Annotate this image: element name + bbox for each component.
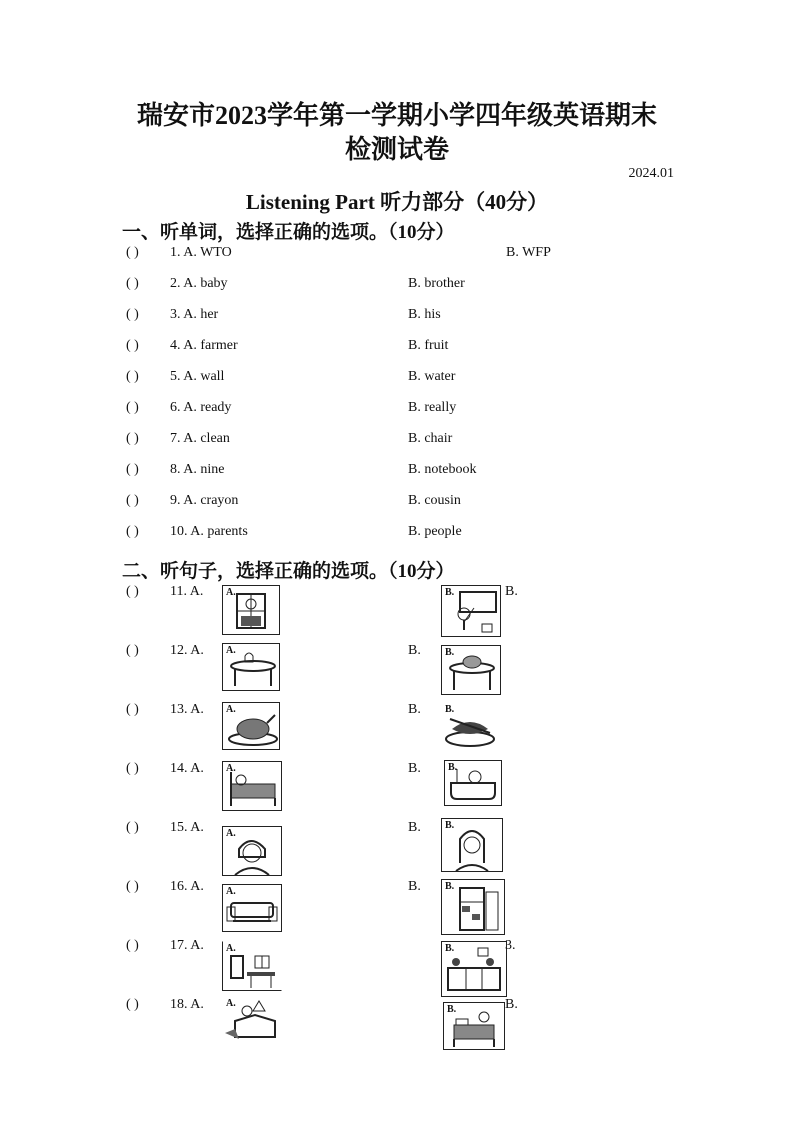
question-row <box>126 643 686 665</box>
option-b: B. people <box>408 524 462 539</box>
question-row <box>126 245 686 267</box>
classroom-window-icon[interactable]: A. <box>222 585 280 635</box>
question-row <box>126 462 686 484</box>
option-b: B. WFP <box>506 245 551 260</box>
answer-blank[interactable]: ( ) <box>126 369 139 384</box>
answer-blank[interactable]: ( ) <box>126 400 139 415</box>
answer-blank[interactable]: ( ) <box>126 307 139 322</box>
question-row <box>126 584 686 606</box>
answer-blank[interactable]: ( ) <box>126 997 139 1012</box>
question-row <box>126 997 686 1019</box>
page-title: 瑞安市2023学年第一学期小学四年级英语期末 <box>136 101 657 130</box>
answer-blank[interactable]: ( ) <box>126 643 139 658</box>
answer-blank[interactable]: ( ) <box>126 702 139 717</box>
answer-blank[interactable]: ( ) <box>126 338 139 353</box>
question-row <box>126 276 686 298</box>
kitchen-icon[interactable]: B. <box>441 941 507 997</box>
table-with-cake-icon[interactable]: B. <box>441 645 501 695</box>
option-b-label: 3. <box>505 938 516 953</box>
question-row <box>126 761 686 783</box>
question-row <box>126 938 686 960</box>
study-room-icon[interactable]: A. <box>222 941 282 991</box>
option-a: 8. A. nine <box>170 462 225 477</box>
answer-blank[interactable]: ( ) <box>126 524 139 539</box>
option-a: 17. A. <box>170 938 204 953</box>
option-b-label: B. <box>505 997 518 1012</box>
option-a: 3. A. her <box>170 307 219 322</box>
option-a: 11. A. <box>170 584 204 599</box>
question-row <box>126 338 686 360</box>
option-a: 12. A. <box>170 643 204 658</box>
answer-blank[interactable]: ( ) <box>126 879 139 894</box>
question-row <box>126 524 686 546</box>
answer-blank[interactable]: ( ) <box>126 462 139 477</box>
option-b: B. notebook <box>408 462 477 477</box>
sofa-icon[interactable]: A. <box>222 884 282 932</box>
option-b-label: B. <box>408 879 421 894</box>
option-a: 15. A. <box>170 820 204 835</box>
option-b: B. brother <box>408 276 465 291</box>
option-a: 13. A. <box>170 702 204 717</box>
option-a: 2. A. baby <box>170 276 228 291</box>
answer-blank[interactable]: ( ) <box>126 938 139 953</box>
bedroom-icon[interactable]: B. <box>443 1002 505 1050</box>
option-a: 5. A. wall <box>170 369 225 384</box>
page-title-line2: 检测试卷 <box>344 135 449 164</box>
question-row <box>126 400 686 422</box>
answer-blank[interactable]: ( ) <box>126 584 139 599</box>
option-a: 10. A. parents <box>170 524 248 539</box>
option-b: B. chair <box>408 431 453 446</box>
question-row <box>126 369 686 391</box>
part-title: Listening Part 听力部分（40分） <box>245 190 549 214</box>
option-b-label: B. <box>408 643 421 658</box>
roast-chicken-icon[interactable]: A. <box>222 702 280 750</box>
option-b: B. really <box>408 400 457 415</box>
option-a: 16. A. <box>170 879 204 894</box>
option-a: 1. A. WTO <box>170 245 232 260</box>
question-row <box>126 493 686 515</box>
fridge-icon[interactable]: B. <box>441 879 505 935</box>
boy-at-blackboard-icon[interactable]: B. <box>441 585 501 637</box>
long-hair-girl-icon[interactable]: B. <box>441 818 503 872</box>
answer-blank[interactable]: ( ) <box>126 493 139 508</box>
answer-blank[interactable]: ( ) <box>126 820 139 835</box>
option-b-label: B. <box>505 584 518 599</box>
answer-blank[interactable]: ( ) <box>126 761 139 776</box>
question-row <box>126 820 686 842</box>
option-a: 4. A. farmer <box>170 338 238 353</box>
option-b-label: B. <box>408 761 421 776</box>
answer-blank[interactable]: ( ) <box>126 276 139 291</box>
answer-blank[interactable]: ( ) <box>126 431 139 446</box>
option-b: B. water <box>408 369 456 384</box>
section1-title: 一、听单词，选择正确的选项。（10分） <box>122 222 455 243</box>
toys-box-icon[interactable]: A. <box>222 996 282 1044</box>
option-b-label: B. <box>408 702 421 717</box>
option-a: 6. A. ready <box>170 400 232 415</box>
bed-icon[interactable]: A. <box>222 761 282 811</box>
option-b: B. fruit <box>408 338 449 353</box>
section2-title: 二、听句子，选择正确的选项。（10分） <box>122 561 455 582</box>
table-with-cup-icon[interactable]: A. <box>222 643 280 691</box>
option-a: 9. A. crayon <box>170 493 239 508</box>
question-row <box>126 702 686 724</box>
option-b: B. cousin <box>408 493 461 508</box>
option-b: B. his <box>408 307 441 322</box>
question-row <box>126 879 686 901</box>
option-a: 14. A. <box>170 761 204 776</box>
short-hair-girl-icon[interactable]: A. <box>222 826 282 876</box>
option-a: 18. A. <box>170 997 204 1012</box>
bathtub-icon[interactable]: B. <box>444 760 502 806</box>
option-a: 7. A. clean <box>170 431 230 446</box>
exam-date: 2024.01 <box>628 166 674 181</box>
question-row <box>126 307 686 329</box>
answer-blank[interactable]: ( ) <box>126 245 139 260</box>
option-b-label: B. <box>408 820 421 835</box>
fish-plate-icon[interactable]: B. <box>441 702 499 752</box>
question-row <box>126 431 686 453</box>
